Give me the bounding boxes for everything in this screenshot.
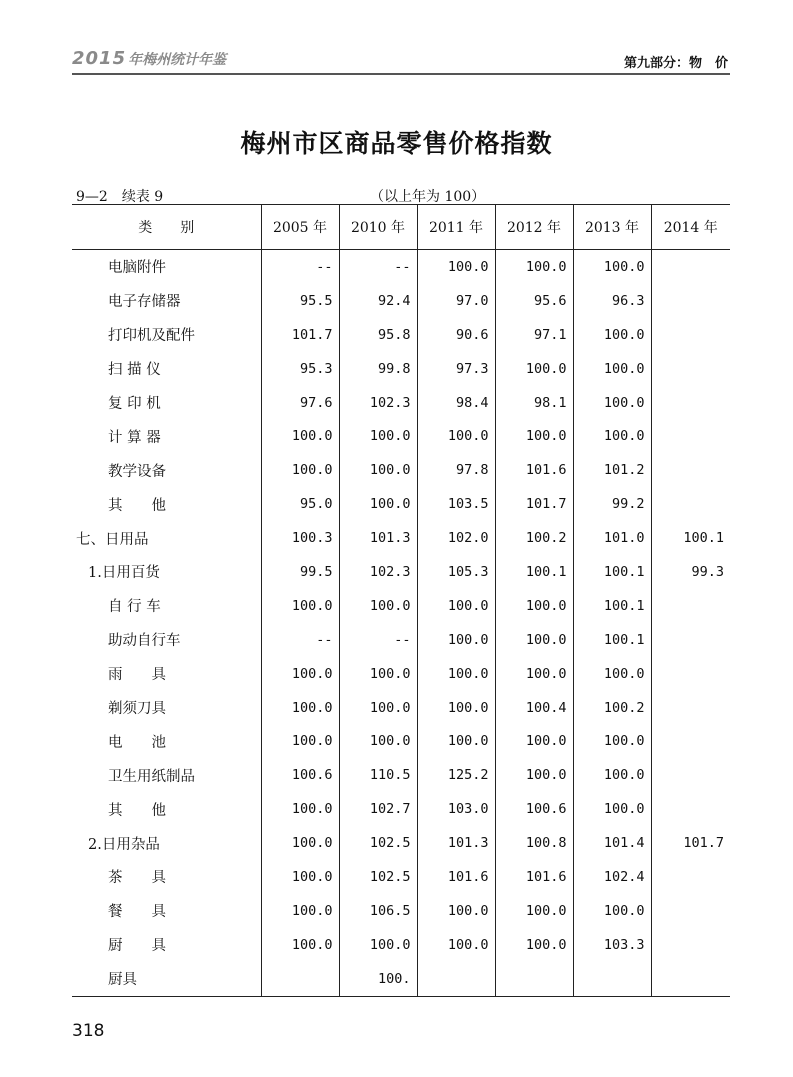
index-value-cell: 103.5 [417,487,495,521]
index-value-cell: 101.7 [495,487,573,521]
index-value-cell: 100.0 [261,419,339,453]
index-value-cell [573,962,651,996]
index-value-cell: 102.3 [339,555,417,589]
page-title: 梅州市区商品零售价格指数 [240,129,553,158]
index-value-cell: 98.1 [495,386,573,420]
index-value-cell: 100.6 [261,758,339,792]
index-value-cell [651,419,730,453]
index-value-cell: 106.5 [339,894,417,928]
column-header-2005: 2005 年 [261,205,339,250]
index-value-cell: 102.5 [339,860,417,894]
index-value-cell: -- [339,623,417,657]
index-value-cell: 100.0 [573,250,651,284]
index-value-cell: 100.8 [495,826,573,860]
index-value-cell: 100.3 [261,521,339,555]
index-value-cell: 102.3 [339,386,417,420]
index-value-cell [651,860,730,894]
index-value-cell [651,623,730,657]
row-category: 卫生用纸制品 [72,758,261,792]
index-value-cell [651,453,730,487]
index-value-cell: 99.3 [691,563,724,580]
index-value-cell: 100.4 [495,691,573,725]
index-value-cell: 100.0 [417,894,495,928]
index-value-cell: 100.0 [417,623,495,657]
section-label: 第九部分：物 价 [623,56,728,71]
index-value-cell: -- [339,250,417,284]
index-value-cell: 100.2 [573,691,651,725]
index-value-cell: 100.0 [417,589,495,623]
table-row [72,962,730,996]
brand-year: 2015 [72,48,127,69]
index-value-cell: 100.0 [573,386,651,420]
index-value-cell [651,792,730,826]
index-value-cell: 100.0 [261,691,339,725]
table-row [72,487,730,521]
index-value-cell: 99.2 [573,487,651,521]
page-number: 318 [72,1021,105,1041]
row-category: 雨 具 [72,657,261,691]
index-value-cell: 100.0 [417,250,495,284]
index-value-cell: 100.0 [261,657,339,691]
index-value-cell: 95.6 [495,284,573,318]
row-category: 助动自行车 [72,623,261,657]
index-value-cell [651,894,730,928]
index-value-cell: 101.3 [417,826,495,860]
index-value-cell [651,724,730,758]
index-value-cell: 97.1 [495,318,573,352]
index-value-cell: -- [261,250,339,284]
index-value-cell: 100.1 [573,555,651,589]
table-row [72,284,730,318]
index-value-cell: 101.3 [339,521,417,555]
index-value-cell [651,589,730,623]
table-row [72,318,730,352]
index-value-cell: 100.0 [495,589,573,623]
running-header [72,46,730,74]
table-row [72,657,730,691]
index-value-cell: 100.0 [573,419,651,453]
index-value-cell [651,487,730,521]
index-value-cell: 97.6 [261,386,339,420]
index-value-cell: 100.0 [261,589,339,623]
price-index-table [72,204,730,997]
index-value-cell: 100.0 [495,894,573,928]
index-value-cell: 100.0 [261,928,339,962]
index-value-cell: 92.4 [339,284,417,318]
index-value-cell: 100.0 [495,352,573,386]
row-category: 教学设备 [72,453,261,487]
column-header-2013: 2013 年 [573,205,651,250]
index-value-cell: 100.0 [573,318,651,352]
index-value-cell: 101.2 [573,453,651,487]
column-header-2014: 2014 年 [651,205,730,250]
column-header-2010: 2010 年 [339,205,417,250]
index-value-cell: 100.0 [261,860,339,894]
index-value-cell: 101.7 [261,318,339,352]
index-value-cell: 100.0 [417,691,495,725]
index-value-cell: 100.0 [339,487,417,521]
index-value-cell [651,352,730,386]
index-value-cell: 101.6 [495,453,573,487]
index-value-cell: 97.0 [417,284,495,318]
table-row [72,758,730,792]
index-value-cell: 100.0 [261,894,339,928]
index-value-cell: 101.6 [495,860,573,894]
index-value-cell: 100.0 [417,657,495,691]
index-value-cell: 100.0 [339,419,417,453]
index-value-cell: 100.2 [495,521,573,555]
table-row [72,453,730,487]
row-category: 计 算 器 [72,419,261,453]
index-value-cell: 95.3 [261,352,339,386]
index-value-cell: 100.1 [495,555,573,589]
index-value-cell: 101.6 [417,860,495,894]
index-value-cell: 95.8 [339,318,417,352]
row-category: 其 他 [72,792,261,826]
index-value-cell: 101.0 [573,521,651,555]
index-value-cell [651,250,730,284]
index-value-cell: 103.3 [573,928,651,962]
row-category: 其 他 [72,487,261,521]
index-value-cell: 90.6 [417,318,495,352]
index-value-cell: 110.5 [339,758,417,792]
index-value-cell: 102.4 [573,860,651,894]
index-value-cell: 100.0 [495,758,573,792]
index-value-cell: 102.7 [339,792,417,826]
index-value-cell [651,691,730,725]
index-value-cell: 100.0 [339,724,417,758]
index-value-cell: 100.0 [417,419,495,453]
index-value-cell: 102.0 [417,521,495,555]
table-header-row [72,205,730,250]
index-value-cell: 100.0 [261,724,339,758]
index-value-cell [261,962,339,996]
table-row [72,555,730,589]
index-value-cell: 100.0 [339,589,417,623]
header-rule [72,73,730,75]
index-value-cell [651,928,730,962]
index-value-cell: 97.8 [417,453,495,487]
row-category: 餐 具 [72,894,261,928]
index-value-cell: 95.0 [261,487,339,521]
index-value-cell: 100.0 [339,657,417,691]
index-value-cell [417,962,495,996]
table-row [72,419,730,453]
column-header-2011: 2011 年 [417,205,495,250]
row-category: 电 池 [72,724,261,758]
index-value-cell: 105.3 [417,555,495,589]
row-category: 电子存储器 [72,284,261,318]
index-value-cell: 102.5 [339,826,417,860]
index-value-cell: 100.1 [683,530,724,547]
row-category: 茶 具 [72,860,261,894]
index-value-cell: 100.0 [573,792,651,826]
row-category: 厨具 [72,962,261,996]
index-value-cell: 100.1 [573,589,651,623]
index-value-cell: 100.0 [417,724,495,758]
index-value-cell: -- [261,623,339,657]
table-row [72,250,730,284]
row-category: 复 印 机 [72,386,261,420]
column-header-category: 类 别 [72,205,261,250]
index-value-cell: 99.5 [261,555,339,589]
table-row [72,352,730,386]
index-value-cell: 100.0 [495,623,573,657]
base-note: （以上年为 100） [370,189,486,205]
index-value-cell [651,386,730,420]
index-value-cell: 100.6 [495,792,573,826]
row-category: 1.日用百货 [72,555,261,589]
index-value-cell: 100.0 [261,792,339,826]
table-row [72,589,730,623]
brand-text: 年梅州统计年鉴 [128,52,227,68]
index-value-cell: 125.2 [417,758,495,792]
index-value-cell [651,758,730,792]
table-row [72,521,730,555]
table-row [72,928,730,962]
index-value-cell: 100.0 [339,453,417,487]
index-value-cell [651,318,730,352]
index-value-cell: 97.3 [417,352,495,386]
row-category: 电脑附件 [72,250,261,284]
row-category: 七、日用品 [72,521,261,555]
index-value-cell [651,962,730,996]
row-category: 自 行 车 [72,589,261,623]
column-header-2012: 2012 年 [495,205,573,250]
index-value-cell [651,657,730,691]
index-value-cell: 100.0 [573,724,651,758]
index-value-cell: 100.0 [261,453,339,487]
index-value-cell: 100.0 [495,724,573,758]
table-row [72,724,730,758]
table-row [72,386,730,420]
index-value-cell: 99.8 [339,352,417,386]
index-value-cell: 100.0 [339,691,417,725]
index-value-cell: 96.3 [573,284,651,318]
index-value-cell: 100.0 [573,352,651,386]
yearbook-brand [72,48,226,69]
index-value-cell: 95.5 [261,284,339,318]
index-value-cell [495,962,573,996]
table-row [72,623,730,657]
table-row [72,691,730,725]
index-value-cell: 98.4 [417,386,495,420]
index-value-cell: 100.0 [573,894,651,928]
index-value-cell: 100.1 [573,623,651,657]
index-value-cell: 100.0 [417,928,495,962]
index-value-cell: 100.0 [573,758,651,792]
index-value-cell: 100.0 [495,928,573,962]
row-category: 打印机及配件 [72,318,261,352]
row-category: 剃须刀具 [72,691,261,725]
index-value-cell: 100.0 [495,657,573,691]
row-category: 厨 具 [72,928,261,962]
table-row [72,792,730,826]
index-value-cell: 100.0 [261,826,339,860]
index-value-cell: 101.4 [573,826,651,860]
row-category: 2.日用杂品 [72,826,261,860]
index-value-cell [651,284,730,318]
table-number: 9—2 续表 9 [76,189,164,205]
index-value-cell: 100. [339,962,417,996]
table-row [72,860,730,894]
index-value-cell: 100.0 [573,657,651,691]
table-row [72,826,730,860]
index-value-cell: 101.7 [683,835,724,852]
index-value-cell: 103.0 [417,792,495,826]
table-row [72,894,730,928]
row-category: 扫 描 仪 [72,352,261,386]
index-value-cell: 100.0 [339,928,417,962]
index-value-cell: 100.0 [495,419,573,453]
index-value-cell: 100.0 [495,250,573,284]
